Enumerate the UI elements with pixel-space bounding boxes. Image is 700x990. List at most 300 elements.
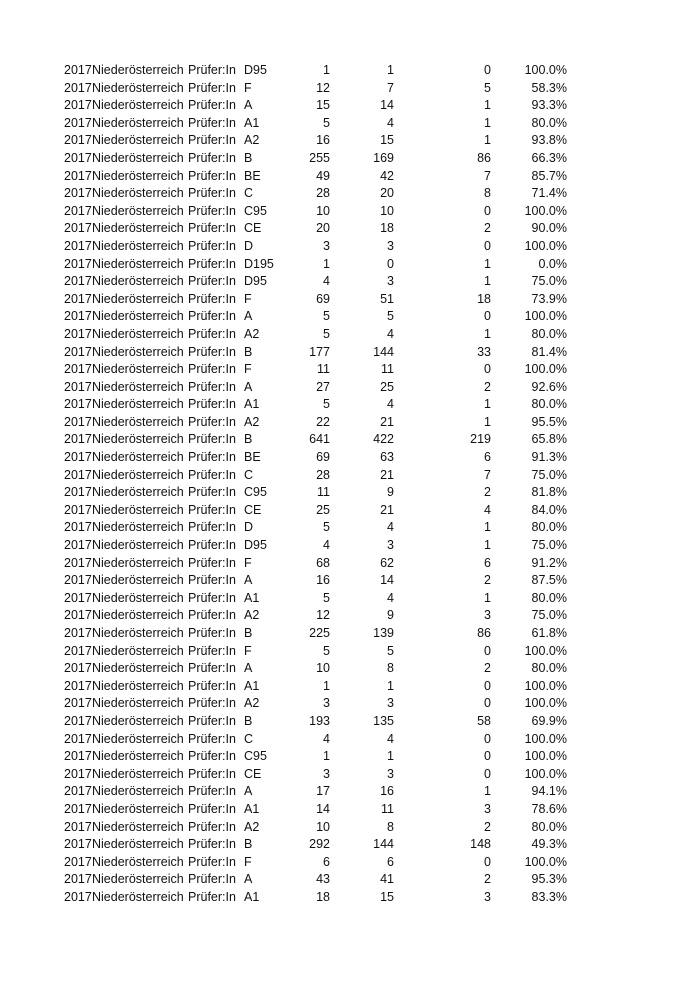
table-row <box>0 678 700 696</box>
role-cell: Prüfer:In <box>188 186 236 201</box>
rate-cell: 65.8% <box>531 432 567 447</box>
failed-cell: 0 <box>484 766 491 781</box>
class-cell: C <box>244 186 254 201</box>
role-cell: Prüfer:In <box>188 713 236 728</box>
total-cell: 225 <box>309 626 330 640</box>
table-row <box>0 643 700 661</box>
table-row <box>0 115 700 133</box>
total-cell: 1 <box>323 678 330 693</box>
year-cell: 2017 <box>64 133 92 148</box>
total-cell: 14 <box>316 801 330 816</box>
role-cell: Prüfer:In <box>188 573 236 588</box>
failed-cell: 86 <box>477 626 491 640</box>
role-cell: Prüfer:In <box>188 203 236 218</box>
passed-cell: 169 <box>373 150 394 165</box>
role-cell: Prüfer:In <box>188 819 236 834</box>
rate-cell: 80.0% <box>531 661 567 676</box>
class-cell: A1 <box>244 889 260 904</box>
table-row <box>0 80 700 98</box>
year-cell: 2017 <box>64 801 92 816</box>
role-cell: Prüfer:In <box>188 678 236 693</box>
table-row <box>0 449 700 467</box>
region-cell: Niederösterreich <box>92 379 184 394</box>
table-row <box>0 748 700 766</box>
year-cell: 2017 <box>64 238 92 253</box>
role-cell: Prüfer:In <box>188 590 236 605</box>
region-cell: Niederösterreich <box>92 661 184 676</box>
year-cell: 2017 <box>64 450 92 465</box>
passed-cell: 16 <box>380 784 394 799</box>
passed-cell: 4 <box>387 397 394 412</box>
table-row <box>0 783 700 801</box>
failed-cell: 1 <box>484 414 491 429</box>
region-cell: Niederösterreich <box>92 643 184 658</box>
table-row <box>0 414 700 432</box>
year-cell: 2017 <box>64 678 92 693</box>
role-cell: Prüfer:In <box>188 696 236 711</box>
table-row <box>0 291 700 309</box>
table-row <box>0 273 700 291</box>
passed-cell: 15 <box>380 133 394 148</box>
total-cell: 49 <box>316 168 330 183</box>
failed-cell: 7 <box>484 467 491 482</box>
year-cell: 2017 <box>64 731 92 746</box>
role-cell: Prüfer:In <box>188 221 236 236</box>
role-cell: Prüfer:In <box>188 854 236 869</box>
region-cell: Niederösterreich <box>92 256 184 271</box>
failed-cell: 2 <box>484 485 491 500</box>
year-cell: 2017 <box>64 274 92 289</box>
class-cell: A1 <box>244 115 260 130</box>
role-cell: Prüfer:In <box>188 344 236 359</box>
table-row <box>0 484 700 502</box>
table-row <box>0 396 700 414</box>
class-cell: A2 <box>244 608 260 623</box>
region-cell: Niederösterreich <box>92 203 184 218</box>
region-cell: Niederösterreich <box>92 696 184 711</box>
class-cell: D95 <box>244 63 267 77</box>
passed-cell: 9 <box>387 608 394 623</box>
passed-cell: 4 <box>387 520 394 535</box>
table-row <box>0 502 700 520</box>
year-cell: 2017 <box>64 502 92 517</box>
rate-cell: 100.0% <box>524 362 567 377</box>
passed-cell: 4 <box>387 731 394 746</box>
region-cell: Niederösterreich <box>92 520 184 535</box>
total-cell: 177 <box>309 344 330 359</box>
class-cell: B <box>244 150 253 165</box>
rate-cell: 81.4% <box>531 344 567 359</box>
total-cell: 1 <box>323 63 330 77</box>
region-cell: Niederösterreich <box>92 731 184 746</box>
class-cell: D95 <box>244 274 267 289</box>
total-cell: 25 <box>316 502 330 517</box>
table-row <box>0 132 700 150</box>
failed-cell: 1 <box>484 784 491 799</box>
rate-cell: 92.6% <box>531 379 567 394</box>
table-row <box>0 379 700 397</box>
role-cell: Prüfer:In <box>188 626 236 640</box>
class-cell: A <box>244 784 253 799</box>
passed-cell: 18 <box>380 221 394 236</box>
role-cell: Prüfer:In <box>188 115 236 130</box>
passed-cell: 3 <box>387 766 394 781</box>
role-cell: Prüfer:In <box>188 450 236 465</box>
failed-cell: 0 <box>484 238 491 253</box>
failed-cell: 6 <box>484 450 491 465</box>
role-cell: Prüfer:In <box>188 274 236 289</box>
class-cell: A1 <box>244 590 260 605</box>
passed-cell: 11 <box>381 362 394 377</box>
region-cell: Niederösterreich <box>92 450 184 465</box>
passed-cell: 8 <box>387 661 394 676</box>
rate-cell: 95.5% <box>531 414 567 429</box>
class-cell: F <box>244 643 252 658</box>
class-cell: BE <box>244 450 261 465</box>
year-cell: 2017 <box>64 837 92 852</box>
class-cell: A <box>244 379 253 394</box>
region-cell: Niederösterreich <box>92 889 184 904</box>
passed-cell: 1 <box>387 678 394 693</box>
year-cell: 2017 <box>64 115 92 130</box>
total-cell: 10 <box>316 819 330 834</box>
passed-cell: 14 <box>380 573 394 588</box>
class-cell: A <box>244 309 253 324</box>
region-cell: Niederösterreich <box>92 150 184 165</box>
rate-cell: 100.0% <box>524 238 567 253</box>
year-cell: 2017 <box>64 362 92 377</box>
role-cell: Prüfer:In <box>188 608 236 623</box>
total-cell: 193 <box>309 713 330 728</box>
total-cell: 4 <box>323 731 330 746</box>
region-cell: Niederösterreich <box>92 837 184 852</box>
rate-cell: 84.0% <box>531 502 567 517</box>
role-cell: Prüfer:In <box>188 133 236 148</box>
total-cell: 3 <box>323 696 330 711</box>
region-cell: Niederösterreich <box>92 238 184 253</box>
total-cell: 12 <box>316 608 330 623</box>
total-cell: 5 <box>323 326 330 341</box>
class-cell: C <box>244 467 254 482</box>
failed-cell: 3 <box>484 889 491 904</box>
failed-cell: 1 <box>484 98 491 113</box>
role-cell: Prüfer:In <box>188 784 236 799</box>
passed-cell: 14 <box>380 98 394 113</box>
region-cell: Niederösterreich <box>92 749 184 764</box>
passed-cell: 4 <box>387 590 394 605</box>
passed-cell: 5 <box>387 309 394 324</box>
failed-cell: 1 <box>484 274 491 289</box>
table-row <box>0 555 700 573</box>
role-cell: Prüfer:In <box>188 379 236 394</box>
region-cell: Niederösterreich <box>92 854 184 869</box>
total-cell: 5 <box>323 520 330 535</box>
table-row <box>0 519 700 537</box>
class-cell: F <box>244 854 252 869</box>
year-cell: 2017 <box>64 379 92 394</box>
region-cell: Niederösterreich <box>92 608 184 623</box>
passed-cell: 15 <box>380 889 394 904</box>
total-cell: 43 <box>316 872 330 887</box>
rate-cell: 100.0% <box>524 854 567 869</box>
total-cell: 5 <box>323 397 330 412</box>
passed-cell: 4 <box>387 326 394 341</box>
failed-cell: 2 <box>484 661 491 676</box>
failed-cell: 0 <box>484 731 491 746</box>
year-cell: 2017 <box>64 80 92 95</box>
failed-cell: 0 <box>484 696 491 711</box>
total-cell: 5 <box>323 309 330 324</box>
role-cell: Prüfer:In <box>188 63 236 77</box>
failed-cell: 1 <box>484 397 491 412</box>
failed-cell: 2 <box>484 573 491 588</box>
passed-cell: 7 <box>387 80 394 95</box>
failed-cell: 2 <box>484 819 491 834</box>
role-cell: Prüfer:In <box>188 643 236 658</box>
rate-cell: 100.0% <box>524 203 567 218</box>
passed-cell: 5 <box>387 643 394 658</box>
region-cell: Niederösterreich <box>92 115 184 130</box>
passed-cell: 144 <box>373 344 394 359</box>
year-cell: 2017 <box>64 872 92 887</box>
region-cell: Niederösterreich <box>92 801 184 816</box>
passed-cell: 25 <box>380 379 394 394</box>
region-cell: Niederösterreich <box>92 766 184 781</box>
rate-cell: 80.0% <box>531 819 567 834</box>
passed-cell: 3 <box>387 696 394 711</box>
class-cell: A <box>244 872 253 887</box>
failed-cell: 1 <box>484 115 491 130</box>
total-cell: 1 <box>323 749 330 764</box>
rate-cell: 100.0% <box>524 731 567 746</box>
total-cell: 641 <box>309 432 330 447</box>
table-row <box>0 836 700 854</box>
year-cell: 2017 <box>64 555 92 570</box>
rate-cell: 73.9% <box>531 291 567 306</box>
table-row <box>0 256 700 274</box>
role-cell: Prüfer:In <box>188 520 236 535</box>
passed-cell: 3 <box>387 274 394 289</box>
role-cell: Prüfer:In <box>188 485 236 500</box>
table-row <box>0 871 700 889</box>
role-cell: Prüfer:In <box>188 414 236 429</box>
failed-cell: 0 <box>484 678 491 693</box>
table-row <box>0 97 700 115</box>
year-cell: 2017 <box>64 326 92 341</box>
table-row <box>0 766 700 784</box>
class-cell: C95 <box>244 203 267 218</box>
region-cell: Niederösterreich <box>92 713 184 728</box>
role-cell: Prüfer:In <box>188 801 236 816</box>
rate-cell: 100.0% <box>524 309 567 324</box>
year-cell: 2017 <box>64 291 92 306</box>
rate-cell: 100.0% <box>524 696 567 711</box>
total-cell: 3 <box>323 238 330 253</box>
rate-cell: 93.3% <box>531 98 567 113</box>
class-cell: BE <box>244 168 261 183</box>
year-cell: 2017 <box>64 713 92 728</box>
role-cell: Prüfer:In <box>188 326 236 341</box>
role-cell: Prüfer:In <box>188 256 236 271</box>
role-cell: Prüfer:In <box>188 150 236 165</box>
class-cell: CE <box>244 221 262 236</box>
table-row <box>0 854 700 872</box>
class-cell: B <box>244 713 253 728</box>
rate-cell: 83.3% <box>531 889 567 904</box>
passed-cell: 21 <box>380 414 394 429</box>
passed-cell: 10 <box>380 203 394 218</box>
role-cell: Prüfer:In <box>188 502 236 517</box>
class-cell: F <box>244 555 252 570</box>
table-row <box>0 695 700 713</box>
year-cell: 2017 <box>64 696 92 711</box>
passed-cell: 21 <box>380 467 394 482</box>
class-cell: A2 <box>244 696 260 711</box>
role-cell: Prüfer:In <box>188 555 236 570</box>
region-cell: Niederösterreich <box>92 274 184 289</box>
failed-cell: 0 <box>484 362 491 377</box>
region-cell: Niederösterreich <box>92 538 184 553</box>
rate-cell: 75.0% <box>531 608 567 623</box>
passed-cell: 51 <box>380 291 394 306</box>
passed-cell: 6 <box>387 854 394 869</box>
region-cell: Niederösterreich <box>92 98 184 113</box>
region-cell: Niederösterreich <box>92 221 184 236</box>
rate-cell: 80.0% <box>531 115 567 130</box>
year-cell: 2017 <box>64 344 92 359</box>
role-cell: Prüfer:In <box>188 309 236 324</box>
year-cell: 2017 <box>64 889 92 904</box>
class-cell: A1 <box>244 397 260 412</box>
class-cell: A2 <box>244 819 260 834</box>
failed-cell: 1 <box>484 520 491 535</box>
total-cell: 10 <box>316 203 330 218</box>
year-cell: 2017 <box>64 150 92 165</box>
table-row <box>0 660 700 678</box>
passed-cell: 11 <box>381 801 394 816</box>
table-row <box>0 713 700 731</box>
role-cell: Prüfer:In <box>188 397 236 412</box>
year-cell: 2017 <box>64 485 92 500</box>
region-cell: Niederösterreich <box>92 590 184 605</box>
year-cell: 2017 <box>64 643 92 658</box>
total-cell: 17 <box>316 784 330 799</box>
region-cell: Niederösterreich <box>92 309 184 324</box>
rate-cell: 69.9% <box>531 713 567 728</box>
rate-cell: 71.4% <box>531 186 567 201</box>
rate-cell: 87.5% <box>531 573 567 588</box>
role-cell: Prüfer:In <box>188 538 236 553</box>
role-cell: Prüfer:In <box>188 80 236 95</box>
table-row <box>0 607 700 625</box>
year-cell: 2017 <box>64 784 92 799</box>
rate-cell: 49.3% <box>531 837 567 852</box>
failed-cell: 18 <box>477 291 491 306</box>
region-cell: Niederösterreich <box>92 133 184 148</box>
region-cell: Niederösterreich <box>92 432 184 447</box>
class-cell: A2 <box>244 414 260 429</box>
passed-cell: 41 <box>380 872 394 887</box>
table-row <box>0 889 700 907</box>
region-cell: Niederösterreich <box>92 397 184 412</box>
year-cell: 2017 <box>64 397 92 412</box>
region-cell: Niederösterreich <box>92 186 184 201</box>
table-row <box>0 572 700 590</box>
region-cell: Niederösterreich <box>92 414 184 429</box>
class-cell: D <box>244 238 254 253</box>
table-row <box>0 344 700 362</box>
region-cell: Niederösterreich <box>92 168 184 183</box>
passed-cell: 4 <box>387 115 394 130</box>
table-row <box>0 537 700 555</box>
failed-cell: 86 <box>477 150 491 165</box>
year-cell: 2017 <box>64 256 92 271</box>
rate-cell: 80.0% <box>531 520 567 535</box>
failed-cell: 7 <box>484 168 491 183</box>
rate-cell: 91.2% <box>531 555 567 570</box>
rate-cell: 91.3% <box>531 450 567 465</box>
failed-cell: 1 <box>484 256 491 271</box>
failed-cell: 6 <box>484 555 491 570</box>
role-cell: Prüfer:In <box>188 362 236 377</box>
table-row <box>0 168 700 186</box>
passed-cell: 3 <box>387 538 394 553</box>
total-cell: 5 <box>323 590 330 605</box>
total-cell: 4 <box>323 274 330 289</box>
region-cell: Niederösterreich <box>92 872 184 887</box>
year-cell: 2017 <box>64 520 92 535</box>
rate-cell: 100.0% <box>524 678 567 693</box>
total-cell: 11 <box>317 485 330 500</box>
class-cell: B <box>244 837 253 852</box>
passed-cell: 21 <box>380 502 394 517</box>
passed-cell: 1 <box>387 749 394 764</box>
class-cell: B <box>244 626 253 640</box>
rate-cell: 81.8% <box>531 485 567 500</box>
class-cell: A <box>244 573 253 588</box>
rate-cell: 100.0% <box>524 63 567 77</box>
class-cell: D <box>244 520 254 535</box>
role-cell: Prüfer:In <box>188 749 236 764</box>
rate-cell: 66.3% <box>531 150 567 165</box>
region-cell: Niederösterreich <box>92 467 184 482</box>
total-cell: 10 <box>316 661 330 676</box>
class-cell: B <box>244 432 253 447</box>
region-cell: Niederösterreich <box>92 819 184 834</box>
passed-cell: 20 <box>380 186 394 201</box>
total-cell: 255 <box>309 150 330 165</box>
passed-cell: 42 <box>380 168 394 183</box>
table-row <box>0 238 700 256</box>
class-cell: F <box>244 291 252 306</box>
region-cell: Niederösterreich <box>92 485 184 500</box>
total-cell: 18 <box>316 889 330 904</box>
class-cell: A <box>244 98 253 113</box>
role-cell: Prüfer:In <box>188 837 236 852</box>
region-cell: Niederösterreich <box>92 63 184 77</box>
rate-cell: 0.0% <box>538 256 567 271</box>
table-row <box>0 150 700 168</box>
rate-cell: 100.0% <box>524 766 567 781</box>
failed-cell: 4 <box>484 502 491 517</box>
class-cell: F <box>244 80 252 95</box>
role-cell: Prüfer:In <box>188 766 236 781</box>
rate-cell: 61.8% <box>531 626 567 640</box>
failed-cell: 0 <box>484 643 491 658</box>
total-cell: 11 <box>317 362 330 377</box>
total-cell: 1 <box>323 256 330 271</box>
passed-cell: 0 <box>387 256 394 271</box>
